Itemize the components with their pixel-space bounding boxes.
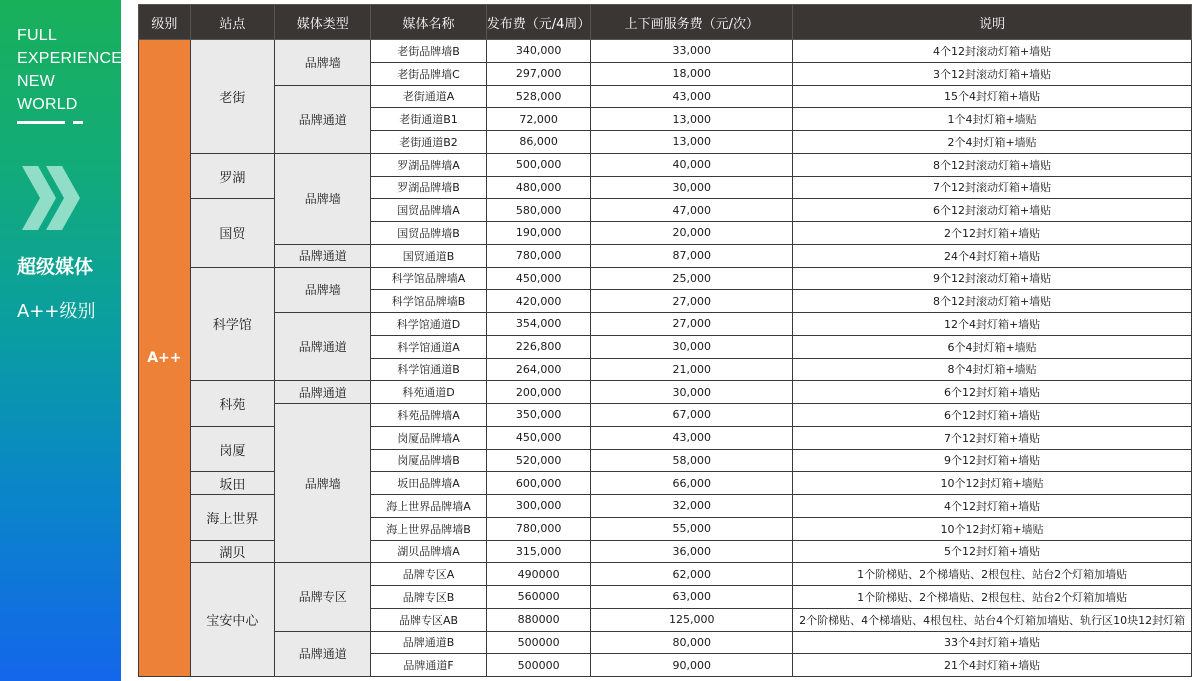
- publish-fee-cell: 450,000: [486, 267, 591, 290]
- description-cell: 8个12封滚动灯箱+墙贴: [793, 290, 1192, 313]
- service-fee-cell: 36,000: [591, 540, 793, 563]
- service-fee-cell: 63,000: [591, 586, 793, 609]
- service-fee-cell: 67,000: [591, 404, 793, 427]
- sidebar-title: 超级媒体: [17, 256, 94, 278]
- media-name-cell: 品牌通道B: [371, 631, 486, 654]
- column-header-publish-fee: 发布费（元/4周）: [486, 5, 591, 40]
- table-row: [139, 244, 1192, 267]
- site-cell: 科学馆: [190, 267, 274, 381]
- publish-fee-cell: 72,000: [486, 108, 591, 131]
- table-row: [139, 313, 1192, 336]
- description-cell: 6个12封灯箱+墙贴: [793, 381, 1192, 404]
- publish-fee-cell: 500000: [486, 654, 591, 677]
- double-chevron-right-icon: [22, 166, 82, 230]
- media-name-cell: 岗厦品牌墙B: [371, 449, 486, 472]
- media-name-cell: 罗湖品牌墙B: [371, 176, 486, 199]
- description-cell: 24个4封灯箱+墙贴: [793, 244, 1192, 267]
- description-cell: 12个4封灯箱+墙贴: [793, 313, 1192, 336]
- media-name-cell: 老街品牌墙B: [371, 40, 486, 63]
- column-header-media-type: 媒体类型: [275, 5, 371, 40]
- description-cell: 2个4封灯箱+墙贴: [793, 131, 1192, 154]
- description-cell: 6个12封灯箱+墙贴: [793, 404, 1192, 427]
- service-fee-cell: 62,000: [591, 563, 793, 586]
- site-cell: 岗厦: [190, 426, 274, 472]
- table-row: [139, 563, 1192, 586]
- media-name-cell: 科苑通道D: [371, 381, 486, 404]
- description-cell: 21个4封灯箱+墙贴: [793, 654, 1192, 677]
- media-name-cell: 科学馆品牌墙A: [371, 267, 486, 290]
- media-type-cell: 品牌通道: [275, 631, 371, 677]
- media-type-cell: 品牌通道: [275, 313, 371, 381]
- sidebar-subtitle: A++级别: [17, 301, 96, 322]
- column-header-service-fee: 上下画服务费（元/次）: [591, 5, 793, 40]
- publish-fee-cell: 226,800: [486, 335, 591, 358]
- publish-fee-cell: 340,000: [486, 40, 591, 63]
- publish-fee-cell: 520,000: [486, 449, 591, 472]
- brand-line: WORLD: [17, 96, 78, 113]
- media-name-cell: 国贸品牌墙B: [371, 222, 486, 245]
- site-cell: 罗湖: [190, 153, 274, 199]
- media-price-table-container: [138, 4, 1192, 677]
- publish-fee-cell: 297,000: [486, 62, 591, 85]
- service-fee-cell: 30,000: [591, 176, 793, 199]
- publish-fee-cell: 500000: [486, 631, 591, 654]
- description-cell: 7个12封滚动灯箱+墙贴: [793, 176, 1192, 199]
- brand-underline: [17, 121, 65, 124]
- table-row: [139, 404, 1192, 427]
- table-row: [139, 381, 1192, 404]
- site-cell: 湖贝: [190, 540, 274, 563]
- media-name-cell: 品牌通道F: [371, 654, 486, 677]
- service-fee-cell: 20,000: [591, 222, 793, 245]
- publish-fee-cell: 264,000: [486, 358, 591, 381]
- service-fee-cell: 90,000: [591, 654, 793, 677]
- publish-fee-cell: 450,000: [486, 426, 591, 449]
- media-name-cell: 品牌专区AB: [371, 608, 486, 631]
- table-row: [139, 631, 1192, 654]
- service-fee-cell: 43,000: [591, 85, 793, 108]
- publish-fee-cell: 190,000: [486, 222, 591, 245]
- publish-fee-cell: 500,000: [486, 153, 591, 176]
- media-name-cell: 科苑品牌墙A: [371, 404, 486, 427]
- description-cell: 1个阶梯贴、2个梯墙贴、2根包柱、站台2个灯箱加墙贴: [793, 586, 1192, 609]
- site-cell: 坂田: [190, 472, 274, 495]
- table-row: [139, 153, 1192, 176]
- column-header-description: 说明: [793, 5, 1192, 40]
- publish-fee-cell: 780,000: [486, 517, 591, 540]
- media-name-cell: 科学馆品牌墙B: [371, 290, 486, 313]
- media-name-cell: 老街品牌墙C: [371, 62, 486, 85]
- media-price-table: [138, 4, 1192, 677]
- media-name-cell: 老街通道B1: [371, 108, 486, 131]
- column-header-site: 站点: [190, 5, 274, 40]
- brand-line: EXPERIENCE: [17, 50, 123, 67]
- description-cell: 7个12封灯箱+墙贴: [793, 426, 1192, 449]
- service-fee-cell: 66,000: [591, 472, 793, 495]
- publish-fee-cell: 350,000: [486, 404, 591, 427]
- description-cell: 6个12封滚动灯箱+墙贴: [793, 199, 1192, 222]
- service-fee-cell: 21,000: [591, 358, 793, 381]
- publish-fee-cell: 315,000: [486, 540, 591, 563]
- publish-fee-cell: 86,000: [486, 131, 591, 154]
- table-header-row: [139, 5, 1192, 40]
- column-header-level: 级别: [139, 5, 191, 40]
- media-name-cell: 岗厦品牌墙A: [371, 426, 486, 449]
- media-name-cell: 科学馆通道D: [371, 313, 486, 336]
- publish-fee-cell: 490000: [486, 563, 591, 586]
- service-fee-cell: 18,000: [591, 62, 793, 85]
- level-cell: A++: [139, 40, 191, 677]
- brand-underline-dash: [73, 121, 83, 124]
- media-name-cell: 坂田品牌墙A: [371, 472, 486, 495]
- service-fee-cell: 40,000: [591, 153, 793, 176]
- media-name-cell: 国贸通道B: [371, 244, 486, 267]
- media-name-cell: 湖贝品牌墙A: [371, 540, 486, 563]
- description-cell: 3个12封滚动灯箱+墙贴: [793, 62, 1192, 85]
- description-cell: 2个阶梯贴、4个梯墙贴、4根包柱、站台4个灯箱加墙贴、轨行区10块12封灯箱: [793, 608, 1192, 631]
- media-name-cell: 海上世界品牌墙A: [371, 495, 486, 518]
- table-row: [139, 40, 1192, 63]
- publish-fee-cell: 880000: [486, 608, 591, 631]
- brand-text: [17, 24, 122, 116]
- publish-fee-cell: 420,000: [486, 290, 591, 313]
- description-cell: 1个阶梯贴、2个梯墙贴、2根包柱、站台2个灯箱加墙贴: [793, 563, 1192, 586]
- description-cell: 15个4封灯箱+墙贴: [793, 85, 1192, 108]
- service-fee-cell: 87,000: [591, 244, 793, 267]
- service-fee-cell: 47,000: [591, 199, 793, 222]
- media-type-cell: 品牌墙: [275, 404, 371, 563]
- service-fee-cell: 43,000: [591, 426, 793, 449]
- publish-fee-cell: 560000: [486, 586, 591, 609]
- media-type-cell: 品牌墙: [275, 267, 371, 313]
- publish-fee-cell: 580,000: [486, 199, 591, 222]
- site-cell: 海上世界: [190, 495, 274, 541]
- media-name-cell: 品牌专区A: [371, 563, 486, 586]
- service-fee-cell: 25,000: [591, 267, 793, 290]
- publish-fee-cell: 354,000: [486, 313, 591, 336]
- sidebar: [0, 0, 121, 681]
- media-name-cell: 国贸品牌墙A: [371, 199, 486, 222]
- service-fee-cell: 30,000: [591, 381, 793, 404]
- publish-fee-cell: 480,000: [486, 176, 591, 199]
- service-fee-cell: 80,000: [591, 631, 793, 654]
- publish-fee-cell: 300,000: [486, 495, 591, 518]
- publish-fee-cell: 528,000: [486, 85, 591, 108]
- description-cell: 8个12封滚动灯箱+墙贴: [793, 153, 1192, 176]
- service-fee-cell: 125,000: [591, 608, 793, 631]
- publish-fee-cell: 200,000: [486, 381, 591, 404]
- service-fee-cell: 55,000: [591, 517, 793, 540]
- service-fee-cell: 27,000: [591, 290, 793, 313]
- publish-fee-cell: 780,000: [486, 244, 591, 267]
- description-cell: 10个12封灯箱+墙贴: [793, 517, 1192, 540]
- column-header-media-name: 媒体名称: [371, 5, 486, 40]
- media-type-cell: 品牌通道: [275, 85, 371, 153]
- description-cell: 5个12封灯箱+墙贴: [793, 540, 1192, 563]
- service-fee-cell: 30,000: [591, 335, 793, 358]
- service-fee-cell: 33,000: [591, 40, 793, 63]
- description-cell: 4个12封灯箱+墙贴: [793, 495, 1192, 518]
- media-type-cell: 品牌专区: [275, 563, 371, 631]
- site-cell: 科苑: [190, 381, 274, 427]
- media-type-cell: 品牌墙: [275, 40, 371, 86]
- media-type-cell: 品牌墙: [275, 153, 371, 244]
- description-cell: 9个12封滚动灯箱+墙贴: [793, 267, 1192, 290]
- brand-line: NEW: [17, 73, 55, 90]
- service-fee-cell: 32,000: [591, 495, 793, 518]
- media-name-cell: 罗湖品牌墙A: [371, 153, 486, 176]
- site-cell: 老街: [190, 40, 274, 154]
- description-cell: 6个4封灯箱+墙贴: [793, 335, 1192, 358]
- media-name-cell: 老街通道A: [371, 85, 486, 108]
- description-cell: 4个12封滚动灯箱+墙贴: [793, 40, 1192, 63]
- description-cell: 33个4封灯箱+墙贴: [793, 631, 1192, 654]
- media-name-cell: 品牌专区B: [371, 586, 486, 609]
- media-name-cell: 海上世界品牌墙B: [371, 517, 486, 540]
- service-fee-cell: 13,000: [591, 131, 793, 154]
- site-cell: 宝安中心: [190, 563, 274, 677]
- brand-line: FULL: [17, 27, 57, 44]
- media-name-cell: 老街通道B2: [371, 131, 486, 154]
- description-cell: 9个12封灯箱+墙贴: [793, 449, 1192, 472]
- service-fee-cell: 13,000: [591, 108, 793, 131]
- description-cell: 8个4封灯箱+墙贴: [793, 358, 1192, 381]
- media-type-cell: 品牌通道: [275, 244, 371, 267]
- description-cell: 2个12封灯箱+墙贴: [793, 222, 1192, 245]
- description-cell: 1个4封灯箱+墙贴: [793, 108, 1192, 131]
- media-name-cell: 科学馆通道A: [371, 335, 486, 358]
- media-name-cell: 科学馆通道B: [371, 358, 486, 381]
- service-fee-cell: 58,000: [591, 449, 793, 472]
- table-row: [139, 267, 1192, 290]
- site-cell: 国贸: [190, 199, 274, 267]
- description-cell: 10个12封灯箱+墙贴: [793, 472, 1192, 495]
- service-fee-cell: 27,000: [591, 313, 793, 336]
- media-type-cell: 品牌通道: [275, 381, 371, 404]
- table-row: [139, 85, 1192, 108]
- publish-fee-cell: 600,000: [486, 472, 591, 495]
